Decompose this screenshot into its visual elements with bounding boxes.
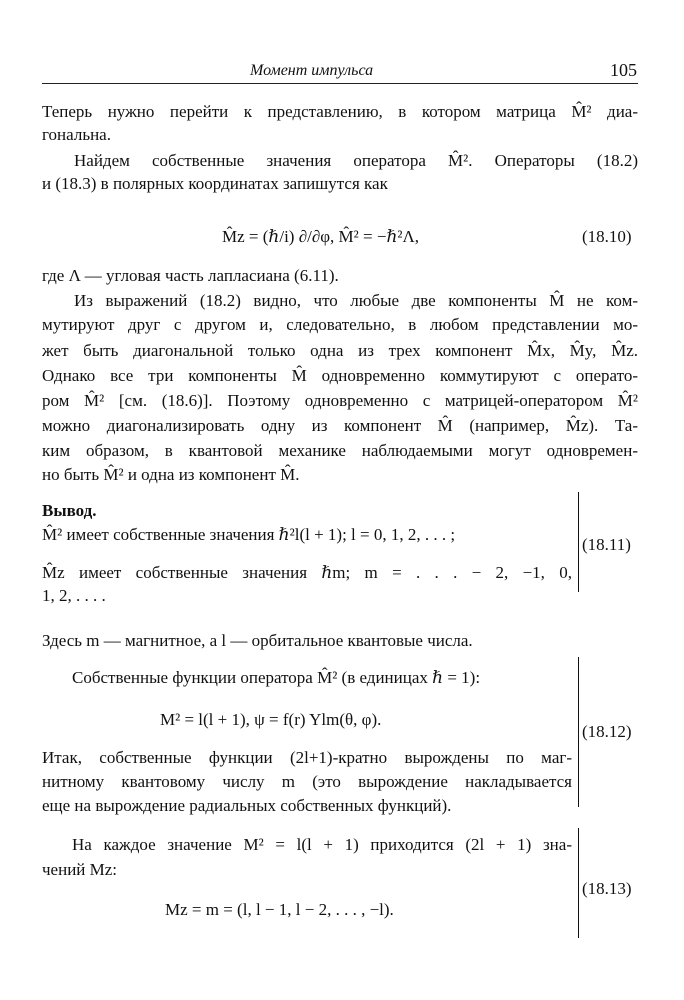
equation-number-18-13: (18.13) [582, 879, 632, 898]
text-line: Итак, собственные функции (2l+1)-кратно вырождены по маг- [42, 748, 572, 767]
equation-18-13: Mz = m = (l, l − 1, l − 2, . . . , −l). [165, 900, 394, 919]
text-line: чений Mz: [42, 860, 118, 879]
box-bar-18-11 [578, 492, 579, 592]
header-rule [42, 83, 638, 84]
box-bar-18-13 [578, 828, 579, 938]
text-line: где Λ — угловая часть лапласиана (6.11). [42, 266, 339, 285]
equation-18-12: M² = l(l + 1), ψ = f(r) Ylm(θ, φ). [160, 710, 382, 729]
text-line: Теперь нужно перейти к представлению, в котором матрица M̂² диа- [42, 102, 638, 121]
text-line: жет быть диагональной только одна из трех компонент M̂x, M̂y, M̂z. [42, 341, 638, 360]
equation-18-10: M̂z = (ℏ/i) ∂/∂φ, M̂² = −ℏ²Λ, [222, 227, 420, 246]
text-line: и (18.3) в полярных координатах запишутся как [42, 174, 388, 193]
text-line: M̂² имеет собственные значения ℏ²l(l + 1); l = 0, 1, 2, . . . ; [42, 525, 456, 544]
text-line: Однако все три компоненты M̂ одновременно коммутируют с операто- [42, 366, 638, 385]
page-number: 105 [610, 60, 637, 80]
text-line: ким образом, в квантовой механике наблюдаемыми могут одновремен- [42, 441, 638, 460]
running-header-title: Момент импульса [250, 62, 374, 79]
equation-number-18-12: (18.12) [582, 722, 632, 741]
text-line: гональна. [42, 125, 111, 144]
text-line: Найдем собственные значения оператора M̂². Операторы (18.2) [74, 151, 638, 170]
text-line: еще на вырождение радиальных собственных функций). [42, 796, 452, 815]
equation-number-18-10: (18.10) [582, 227, 632, 246]
conclusion-heading: Вывод. [42, 501, 97, 520]
box-bar-18-12 [578, 657, 579, 807]
equation-number-18-11: (18.11) [582, 535, 631, 554]
text-line: ром M̂² [см. (18.6)]. Поэтому одновременно с матрицей-оператором M̂² [42, 391, 638, 410]
text-line: но быть M̂² и одна из компонент M̂. [42, 465, 300, 484]
text-line: На каждое значение M² = l(l + 1) приходится (2l + 1) зна- [72, 835, 572, 854]
text-line: можно диагонализировать одну из компонент M̂ (например, M̂z). Та- [42, 416, 638, 435]
text-line: Из выражений (18.2) видно, что любые две компоненты M̂ не ком- [74, 291, 638, 310]
text-line: 1, 2, . . . . [42, 586, 106, 605]
text-line: мутируют друг с другом и, следовательно, в любом представлении мо- [42, 315, 638, 334]
text-line: нитному квантовому числу m (это вырождение накладывается [42, 772, 572, 791]
text-line: Собственные функции оператора M̂² (в единицах ℏ = 1): [72, 668, 481, 687]
text-line: Здесь m — магнитное, а l — орбитальное квантовые числа. [42, 631, 473, 650]
text-line: M̂z имеет собственные значения ℏm; m = . . . − 2, −1, 0, [42, 563, 572, 582]
